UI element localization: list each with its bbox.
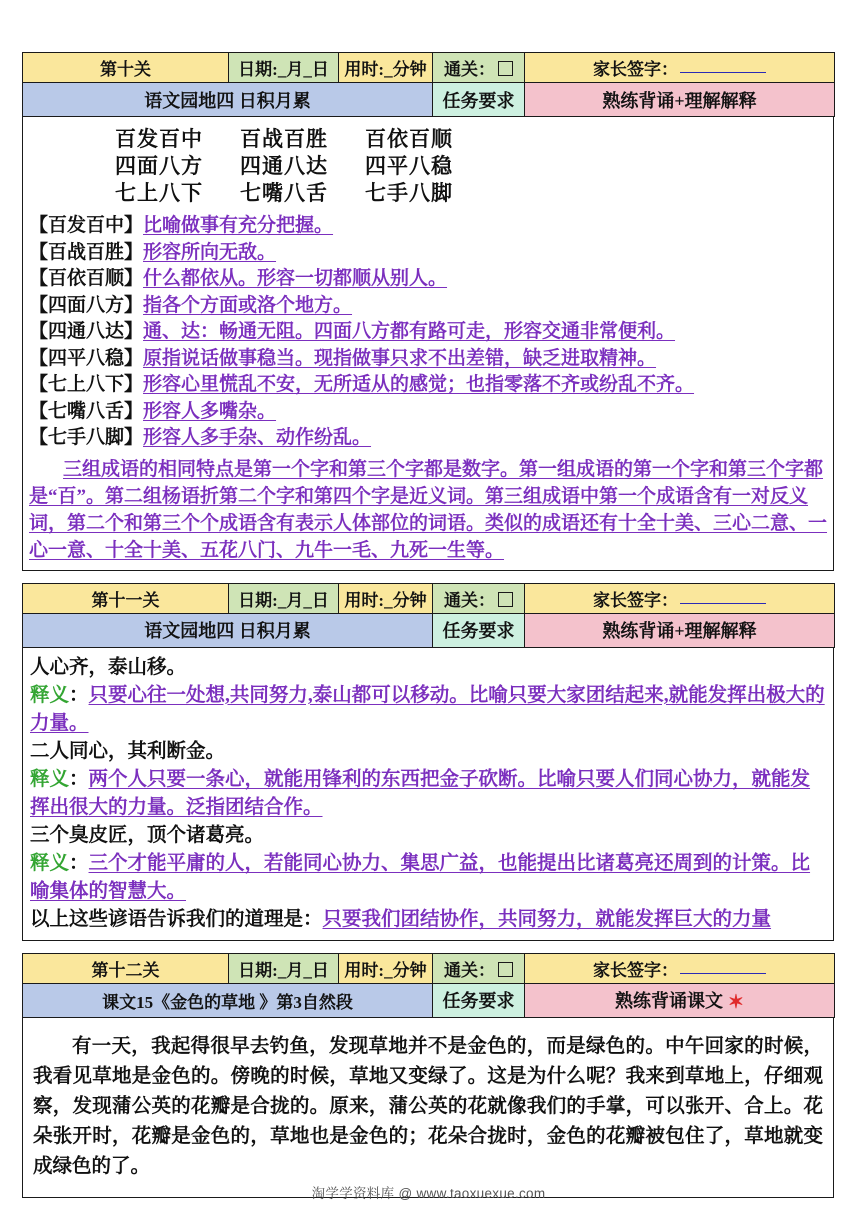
moral-row xyxy=(30,906,827,934)
signature-label-1: 家长签字： xyxy=(593,60,678,79)
idiom-item: 百战百胜 xyxy=(240,127,328,151)
idiom-definition-row xyxy=(29,319,827,346)
topic-label-3: 课文15《金色的草地 》第3自然段 xyxy=(23,983,433,1017)
time-field-3[interactable]: 用时:_分钟 xyxy=(339,953,433,983)
shiyi-label: 释义 xyxy=(30,768,70,790)
idiom-answer: 形容所向无敌。 xyxy=(143,241,277,263)
pass-checkbox-cell-3[interactable] xyxy=(433,953,525,983)
idiom-definition-row xyxy=(29,213,827,240)
idiom-answer: 形容心里慌乱不安，无所适从的感觉；也指零落不齐或纷乱不齐。 xyxy=(143,374,695,395)
idiom-answer: 什么都依从。形容一切都顺从别人。 xyxy=(143,268,448,289)
idiom-summary-answer: 三组成语的相同特点是第一个字和第三个字都是数字。第一组成语的第一个字和第三个字都是“百”。第二组杨语折第二个字和第四个字是近义词。第三组成语中第一个成语含有一对反义词，第二个和第三个个成语含有表示人体部位的词语。类似的成语还有十全十美、三心二意、一心一意、十全十美、五花八门、九牛一毛、九死一生等。 xyxy=(29,458,828,561)
idiom-item: 七嘴八舌 xyxy=(240,181,328,205)
proverb-text: 人心齐，泰山移。 xyxy=(30,656,187,678)
time-field-2[interactable]: 用时:_分钟 xyxy=(339,583,433,613)
topic-label-2: 语文园地四 日积月累 xyxy=(23,613,433,647)
shiyi-label: 释义 xyxy=(30,852,70,874)
pass-checkbox-cell-2[interactable] xyxy=(433,583,525,613)
shiyi-colon: ： xyxy=(69,684,89,706)
goal-label-2: 熟练背诵+理解解释 xyxy=(525,613,835,647)
time-field-1[interactable]: 用时:_分钟 xyxy=(339,53,433,83)
date-field-1[interactable]: 日期:_月_日 xyxy=(229,53,339,83)
idiom-answer: 形容人多手杂、动作纷乱。 xyxy=(143,427,372,448)
section-spacer xyxy=(22,571,834,583)
idiom-term: 【四通八达】 xyxy=(29,321,144,342)
table-row xyxy=(23,983,835,1017)
idiom-item: 七上八下 xyxy=(115,181,203,205)
shiyi-label: 释义 xyxy=(30,684,70,706)
table-row xyxy=(23,83,835,117)
idiom-term: 【百依百顺】 xyxy=(29,268,144,289)
worksheet-body xyxy=(22,52,834,1198)
moral-answer: 只要我们团结协作，共同努力，就能发挥巨大的力量 xyxy=(322,908,772,930)
idiom-term: 【百发百中】 xyxy=(29,215,144,236)
passage-text: 有一天，我起得很早去钓鱼，发现草地并不是金色的，而是绿色的。中午回家的时候，我看见草地是金色的。傍晚的时候，草地又变绿了。这是为什么呢？我来到草地上，仔细观察，发现蒲公英的花瓣是合拢的。原来，蒲公英的花就像我们的手掌，可以张开、合上。花朵张开时，花瓣是金色的，草地也是金色的；花朵合拢时，金色的花瓣被包住了，草地就变成绿色的了。 xyxy=(33,1035,823,1177)
idiom-answer: 指各个方面或洛个地方。 xyxy=(143,294,353,316)
parent-signature-cell-3[interactable] xyxy=(525,953,835,983)
table-row xyxy=(23,53,835,83)
stage-label-1: 第十关 xyxy=(23,53,229,83)
idiom-term: 【七上八下】 xyxy=(29,374,144,395)
table-row xyxy=(23,613,835,647)
table-row xyxy=(23,953,835,983)
proverb-answer: 三个才能平庸的人，若能同心协力、集思广益，也能提出比诸葛亮还周到的计策。比喻集体的智慧大。 xyxy=(30,852,811,902)
idiom-definition-row xyxy=(29,346,827,373)
date-field-2[interactable]: 日期:_月_日 xyxy=(229,583,339,613)
stage-label-2: 第十一关 xyxy=(23,583,229,613)
signature-line[interactable] xyxy=(680,973,766,974)
idiom-answer: 比喻做事有充分把握。 xyxy=(143,215,334,236)
proverb-answer: 只要心往一处想,共同努力,泰山都可以移动。比喻只要大家团结起来,就能发挥出极大的力量。 xyxy=(30,684,825,734)
parent-signature-cell-2[interactable] xyxy=(525,583,835,613)
pass-label-2: 通关： xyxy=(444,590,495,610)
idiom-term: 【七手八脚】 xyxy=(29,427,144,448)
idiom-definition-row xyxy=(29,266,827,293)
section-body-1 xyxy=(22,117,834,571)
idiom-item: 四通八达 xyxy=(240,154,328,178)
idiom-row xyxy=(23,153,833,180)
proverb-explanation-row xyxy=(30,850,827,906)
section-body-3 xyxy=(22,1018,834,1198)
idiom-grid xyxy=(23,117,833,211)
section-spacer xyxy=(22,941,834,953)
shiyi-colon: ： xyxy=(69,852,89,874)
idiom-row xyxy=(23,126,833,153)
parent-signature-cell-1[interactable] xyxy=(525,53,835,83)
footer-watermark: 淘学学资料库 @ www.taoxuexue.com xyxy=(311,1186,546,1201)
star-icon: ✶ xyxy=(728,991,744,1013)
idiom-answer: 通、达：畅通无阻。四面八方都有路可走，形容交通非常便利。 xyxy=(143,321,676,342)
idiom-definition-row xyxy=(29,293,827,320)
proverb-explanation-row xyxy=(30,682,827,738)
idiom-definition-row xyxy=(29,425,827,452)
proverb-text: 三个臭皮匠，顶个诸葛亮。 xyxy=(30,824,265,846)
shiyi-colon: ： xyxy=(69,768,89,790)
section-header-table-2 xyxy=(22,583,835,648)
date-field-3[interactable]: 日期:_月_日 xyxy=(229,953,339,983)
idiom-item: 百发百中 xyxy=(115,127,203,151)
proverb-explanation-row xyxy=(30,766,827,822)
idiom-definition-row xyxy=(29,240,827,267)
idiom-definition-list xyxy=(23,211,833,456)
idiom-term: 【七嘴八舌】 xyxy=(29,400,144,422)
checkbox-icon[interactable] xyxy=(498,962,513,977)
idiom-row xyxy=(23,180,833,207)
idiom-item: 七手八脚 xyxy=(365,181,453,205)
goal-label-3: 熟练背诵课文 xyxy=(615,990,724,1011)
moral-prefix: 以上这些谚语告诉我们的道理是： xyxy=(30,908,323,930)
section-header-table-1 xyxy=(22,52,835,117)
checkbox-icon[interactable] xyxy=(498,592,513,607)
pass-label-1: 通关： xyxy=(444,60,495,79)
checkbox-icon[interactable] xyxy=(498,61,513,76)
proverb-list xyxy=(23,648,833,940)
stage-label-3: 第十二关 xyxy=(23,953,229,983)
idiom-item: 四面八方 xyxy=(115,154,203,178)
idiom-definition-row xyxy=(29,399,827,426)
pass-label-3: 通关： xyxy=(444,960,495,980)
goal-cell-3 xyxy=(525,983,835,1017)
signature-label-2: 家长签字： xyxy=(593,590,678,610)
idiom-term: 【四平八稳】 xyxy=(29,347,144,369)
idiom-item: 百依百顺 xyxy=(365,127,453,151)
pass-checkbox-cell-1[interactable] xyxy=(433,53,525,83)
idiom-item: 四平八稳 xyxy=(365,154,453,178)
signature-line[interactable] xyxy=(680,72,766,73)
idiom-term: 【四面八方】 xyxy=(29,294,144,316)
section-body-2 xyxy=(22,648,834,941)
requirement-label-1: 任务要求 xyxy=(433,83,525,117)
requirement-label-3: 任务要求 xyxy=(433,983,525,1017)
requirement-label-2: 任务要求 xyxy=(433,613,525,647)
signature-line[interactable] xyxy=(680,603,766,604)
table-row xyxy=(23,583,835,613)
proverb-text: 二人同心，其利断金。 xyxy=(30,740,226,762)
section-header-table-3 xyxy=(22,953,835,1018)
idiom-definition-row xyxy=(29,372,827,399)
idiom-answer: 形容人多嘴杂。 xyxy=(143,400,277,422)
goal-label-1: 熟练背诵+理解解释 xyxy=(525,83,835,117)
proverb-answer: 两个人只要一条心，就能用锋利的东西把金子砍断。比喻只要人们同心协力，就能发挥出很大的力量。泛指团结合作。 xyxy=(30,768,811,818)
idiom-term: 【百战百胜】 xyxy=(29,241,144,263)
idiom-answer: 原指说话做事稳当。现指做事只求不出差错，缺乏进取精神。 xyxy=(143,347,657,369)
topic-label-1: 语文园地四 日积月累 xyxy=(23,83,433,117)
signature-label-3: 家长签字： xyxy=(593,960,678,980)
